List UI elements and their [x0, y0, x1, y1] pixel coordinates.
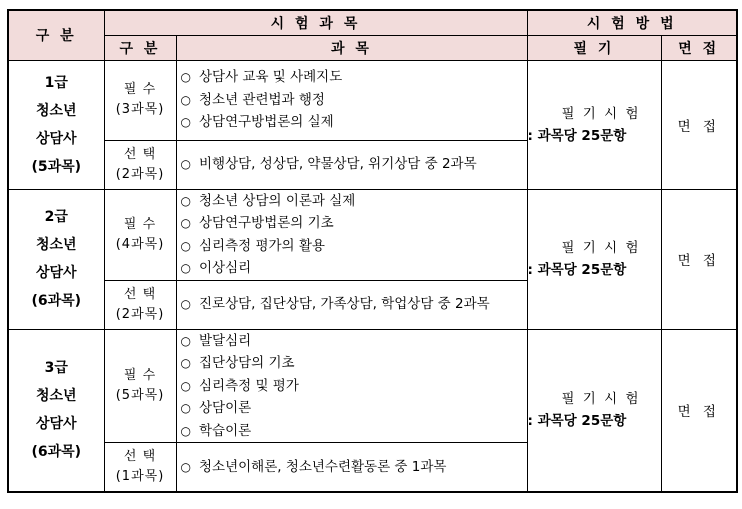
grade-title-1: 청소년 — [35, 388, 77, 404]
required-type-cell — [104, 189, 176, 280]
required-type-cell — [104, 329, 176, 443]
subject-item: ○ 청소년 상담의 이론과 실제 — [181, 190, 527, 213]
elective-label: 선 택 — [123, 286, 157, 302]
subject-item: ○ 비행상담, 성상담, 약물상담, 위기상담 중 2과목 — [181, 153, 527, 176]
grade-level: 3급 — [44, 360, 68, 376]
grade-level: 2급 — [44, 209, 68, 225]
grade-label — [8, 60, 104, 189]
interview-cell: 면 접 — [661, 329, 737, 492]
header-category: 구 분 — [8, 10, 104, 60]
subject-item: ○ 심리측정 평가의 활용 — [181, 235, 527, 258]
required-count: (3과목) — [115, 102, 165, 117]
elective-count: (2과목) — [115, 166, 165, 182]
subject-item: ○ 심리측정 및 평가 — [181, 375, 527, 398]
subject-item: ○ 상담사 교육 및 사례지도 — [181, 66, 527, 89]
grade-rows — [8, 60, 737, 492]
exam-subjects-table — [7, 9, 738, 493]
written-exam-label: 필 기 시 험 — [561, 105, 641, 122]
interview-cell: 면 접 — [661, 189, 737, 329]
subject-item: ○ 집단상담의 기초 — [181, 352, 527, 375]
header-exam-method: 시 험 방 법 — [527, 10, 737, 35]
subject-item: ○ 상담연구방법론의 기초 — [181, 212, 527, 235]
grade-subject-count: (6과목) — [31, 444, 82, 460]
written-exam-detail: : 과목당 25문항 — [527, 262, 627, 278]
subject-item: ○ 진로상담, 집단상담, 가족상담, 학업상담 중 2과목 — [181, 293, 527, 316]
required-count: (5과목) — [115, 387, 165, 403]
grade-title-1: 청소년 — [35, 102, 77, 119]
required-count: (4과목) — [115, 236, 165, 252]
grade-title-2: 상담사 — [35, 130, 77, 147]
header-sub-category: 구 분 — [104, 35, 176, 60]
subject-item: ○ 청소년이해론, 청소년수련활동론 중 1과목 — [181, 456, 527, 479]
grade-label — [8, 329, 104, 492]
elective-count: (1과목) — [115, 468, 165, 484]
subject-item: ○ 이상심리 — [181, 257, 527, 280]
required-subjects — [176, 60, 527, 140]
subject-item: ○ 학습이론 — [181, 420, 527, 443]
grade-title-2: 상담사 — [35, 265, 77, 281]
interview-cell: 면 접 — [661, 60, 737, 189]
elective-label: 선 택 — [123, 146, 157, 162]
written-exam-label: 필 기 시 험 — [561, 240, 641, 256]
grade-title-2: 상담사 — [35, 416, 77, 432]
subject-item: ○ 발달심리 — [181, 330, 527, 353]
grade-subject-count: (5과목) — [31, 158, 82, 175]
header-subjects: 과 목 — [176, 35, 527, 60]
elective-type-cell — [104, 443, 176, 492]
required-subjects — [176, 329, 527, 443]
written-exam-detail: : 과목당 25문항 — [527, 127, 627, 144]
grade-label — [8, 189, 104, 329]
elective-type-cell — [104, 140, 176, 189]
header-interview: 면 접 — [661, 35, 737, 60]
elective-subjects — [176, 443, 527, 492]
written-exam-cell — [527, 60, 661, 189]
header-exam-subjects: 시 험 과 목 — [104, 10, 527, 35]
grade-level: 1급 — [44, 74, 68, 91]
written-exam-cell — [527, 189, 661, 329]
required-type-cell — [104, 60, 176, 140]
subject-item: ○ 청소년 관련법과 행정 — [181, 89, 527, 112]
required-subjects — [176, 189, 527, 280]
written-exam-cell — [527, 329, 661, 492]
elective-count: (2과목) — [115, 306, 165, 322]
grade-subject-count: (6과목) — [31, 293, 82, 309]
subject-item: ○ 상담연구방법론의 실제 — [181, 111, 527, 134]
required-label: 필 수 — [123, 367, 157, 383]
grade-title-1: 청소년 — [35, 237, 77, 253]
elective-type-cell — [104, 280, 176, 329]
header-written: 필 기 — [527, 35, 661, 60]
required-label: 필 수 — [123, 216, 157, 232]
elective-subjects — [176, 140, 527, 189]
elective-subjects — [176, 280, 527, 329]
required-label: 필 수 — [123, 82, 157, 97]
written-exam-label: 필 기 시 험 — [561, 391, 641, 407]
elective-label: 선 택 — [123, 448, 157, 464]
written-exam-detail: : 과목당 25문항 — [527, 413, 627, 429]
subject-item: ○ 상담이론 — [181, 397, 527, 420]
